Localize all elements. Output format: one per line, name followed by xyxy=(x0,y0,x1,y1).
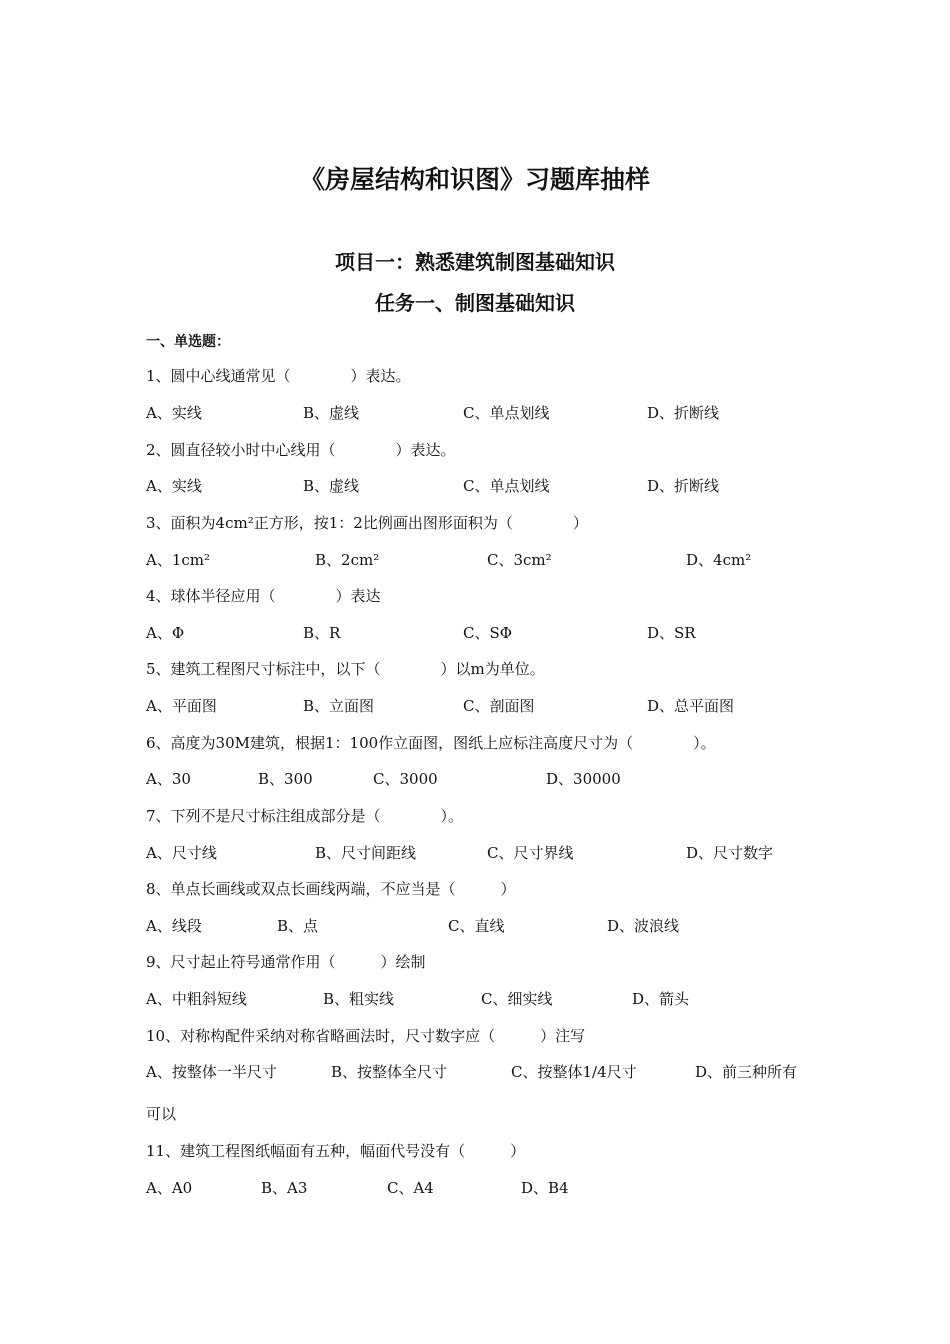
document-title: 《房屋结构和识图》习题库抽样 xyxy=(299,165,650,194)
q5-option-a: A、平面图 xyxy=(146,697,217,715)
q3-option-b: B、2cm² xyxy=(315,551,380,569)
q3-option-a: A、1cm² xyxy=(146,551,211,569)
q7-option-a: A、尺寸线 xyxy=(146,844,217,862)
q9-option-c: C、细实线 xyxy=(481,990,553,1008)
q4-option-a: A、Φ xyxy=(146,624,185,642)
q1-option-d: D、折断线 xyxy=(647,404,720,422)
question-10: 10、对称构配件采纳对称省略画法时，尺寸数字应（ ）注写 xyxy=(146,1027,586,1045)
q10-option-a: A、按整体一半尺寸 xyxy=(146,1063,277,1081)
q8-option-d: D、波浪线 xyxy=(607,917,680,935)
q2-option-c: C、单点划线 xyxy=(463,477,550,495)
q10-option-d: D、前三种所有 xyxy=(695,1063,798,1081)
q1-option-a: A、实线 xyxy=(146,404,202,422)
q8-option-c: C、直线 xyxy=(448,917,505,935)
q1-option-c: C、单点划线 xyxy=(463,404,550,422)
q3-option-c: C、3cm² xyxy=(487,551,552,569)
q4-option-c: C、SΦ xyxy=(463,624,513,642)
q6-option-b: B、300 xyxy=(258,770,313,788)
question-1: 1、圆中心线通常见（ ）表达。 xyxy=(146,367,411,385)
q4-option-d: D、SR xyxy=(647,624,696,642)
q2-option-d: D、折断线 xyxy=(647,477,720,495)
q10-option-c: C、按整体1/4尺寸 xyxy=(511,1063,637,1081)
q2-option-a: A、实线 xyxy=(146,477,202,495)
q5-option-d: D、总平面图 xyxy=(647,697,735,715)
q11-option-d: D、B4 xyxy=(521,1179,569,1197)
q4-option-b: B、R xyxy=(303,624,341,642)
question-5: 5、建筑工程图尺寸标注中，以下（ ）以m为单位。 xyxy=(146,660,545,678)
question-9: 9、尺寸起止符号通常作用（ ）绘制 xyxy=(146,953,426,971)
q2-option-b: B、虚线 xyxy=(303,477,360,495)
section-heading: 一、单选题： xyxy=(146,334,230,350)
q11-option-a: A、A0 xyxy=(146,1179,193,1197)
q5-option-b: B、立面图 xyxy=(303,697,375,715)
q6-option-d: D、30000 xyxy=(546,770,621,788)
q7-option-c: C、尺寸界线 xyxy=(487,844,574,862)
q8-option-a: A、线段 xyxy=(146,917,202,935)
q7-option-b: B、尺寸间距线 xyxy=(315,844,417,862)
task-heading: 任务一、制图基础知识 xyxy=(375,291,575,315)
question-3: 3、面积为4cm²正方形，按1：2比例画出图形面积为（ ） xyxy=(146,514,588,532)
q9-option-a: A、中粗斜短线 xyxy=(146,990,247,1008)
question-7: 7、下列不是尺寸标注组成部分是（ ）。 xyxy=(146,807,464,825)
question-8: 8、单点长画线或双点长画线两端，不应当是（ ） xyxy=(146,880,516,898)
q6-option-c: C、3000 xyxy=(373,770,438,788)
q6-option-a: A、30 xyxy=(146,770,191,788)
q11-option-b: B、A3 xyxy=(261,1179,308,1197)
q5-option-c: C、剖面图 xyxy=(463,697,535,715)
question-4: 4、球体半径应用（ ）表达 xyxy=(146,587,381,605)
q11-option-c: C、A4 xyxy=(387,1179,434,1197)
question-11: 11、建筑工程图纸幅面有五种，幅面代号没有（ ） xyxy=(146,1142,526,1160)
q9-option-d: D、箭头 xyxy=(632,990,690,1008)
question-6: 6、高度为30M建筑，根据1：100作立面图，图纸上应标注高度尺寸为（ ）。 xyxy=(146,734,716,752)
q8-option-b: B、点 xyxy=(277,917,319,935)
q10-option-d-continuation: 可以 xyxy=(146,1105,177,1123)
q9-option-b: B、粗实线 xyxy=(323,990,395,1008)
q3-option-d: D、4cm² xyxy=(686,551,752,569)
project-heading: 项目一：熟悉建筑制图基础知识 xyxy=(335,250,615,274)
q10-option-b: B、按整体全尺寸 xyxy=(331,1063,448,1081)
q1-option-b: B、虚线 xyxy=(303,404,360,422)
q7-option-d: D、尺寸数字 xyxy=(686,844,774,862)
question-2: 2、圆直径较小时中心线用（ ）表达。 xyxy=(146,441,456,459)
